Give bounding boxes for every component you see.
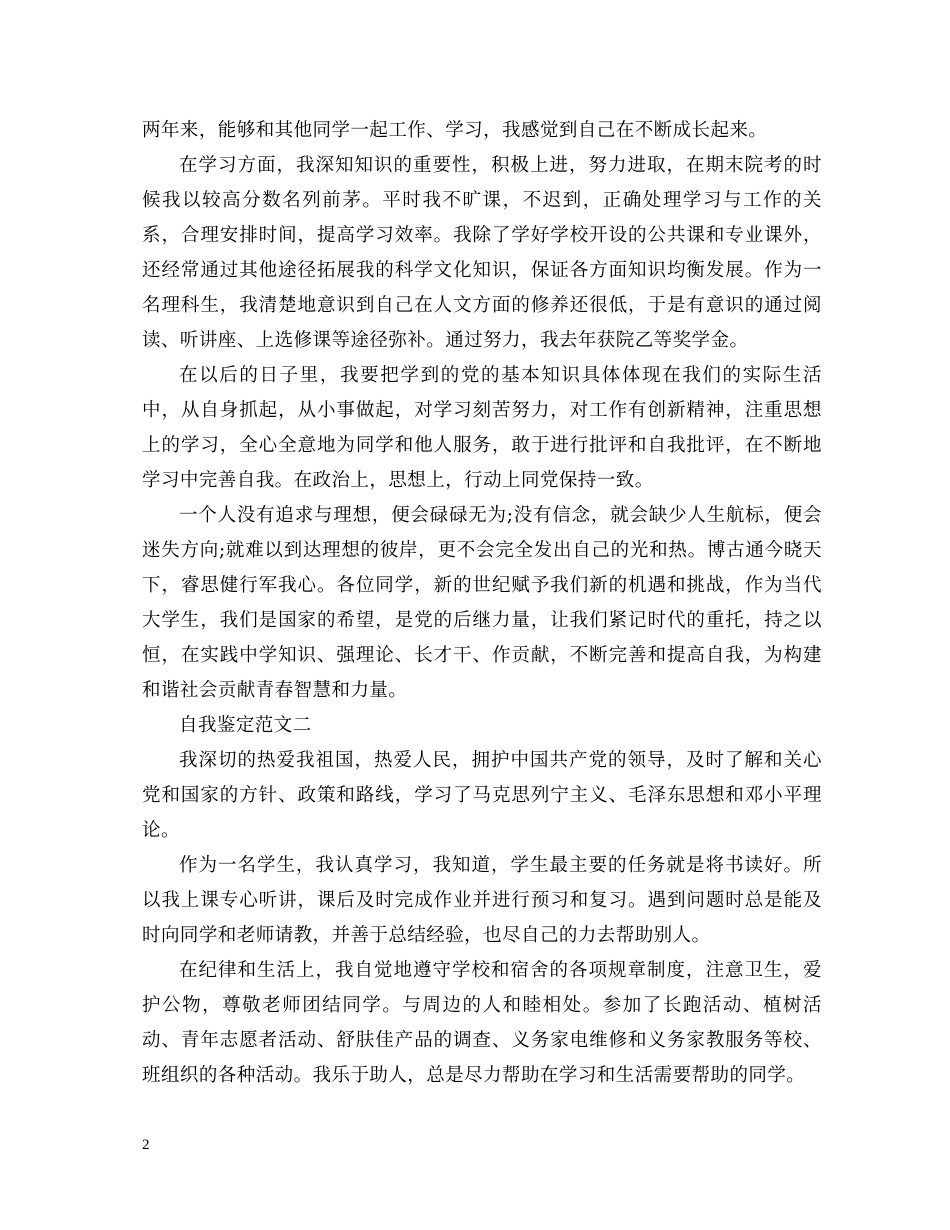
- paragraph-intro-summary: 两年来，能够和其他同学一起工作、学习，我感觉到自己在不断成长起来。: [142, 120, 768, 141]
- paragraph-ideals: 一个人没有追求与理想，便会碌碌无为;没有信念，就会缺少人生航标，便会迷失方向;就难以到达理想的彼岸，更不会完全发出自己的光和热。博古通今晓天下，睿思健行军我心。各位同学，新的世纪赋予我们新的机遇和挑战，作为当代大学生，我们是国家的希望，是党的后继力量，让我们紧记时代的重托，持之以恒，在实践中学知识、强理论、长才干、作贡献，不断完善和提高自我，为构建和谐社会贡献青春智慧和力量。: [142, 505, 822, 701]
- paragraph-study: 在学习方面，我深知知识的重要性，积极上进，努力进取，在期末院考的时候我以较高分数名列前茅。平时我不旷课，不迟到，正确处理学习与工作的关系，合理安排时间，提高学习效率。我除了学好学校开设的公共课和专业课外，还经常通过其他途径拓展我的科学文化知识，保证各方面知识均衡发展。作为一名理科生，我清楚地意识到自己在人文方面的修养还很低，于是有意识的通过阅读、听讲座、上选修课等途径弥补。通过努力，我去年获院乙等奖学金。: [142, 155, 822, 351]
- section-heading: 自我鉴定范文二: [179, 715, 312, 736]
- document-body: [142, 113, 822, 1093]
- paragraph-patriotism: 我深切的热爱我祖国，热爱人民，拥护中国共产党的领导，及时了解和关心党和国家的方针、政策和路线，学习了马克思列宁主义、毛泽东思想和邓小平理论。: [142, 750, 822, 841]
- paragraph-student-duty: 作为一名学生，我认真学习，我知道，学生最主要的任务就是将书读好。所以我上课专心听讲，课后及时完成作业并进行预习和复习。遇到问题时总是能及时向同学和老师请教，并善于总结经验，也尽自己的力去帮助别人。: [142, 855, 822, 946]
- paragraph-future: 在以后的日子里，我要把学到的党的基本知识具体体现在我们的实际生活中，从自身抓起，从小事做起，对学习刻苦努力，对工作有创新精神，注重思想上的学习，全心全意地为同学和他人服务，敢于进行批评和自我批评，在不断地学习中完善自我。在政治上，思想上，行动上同党保持一致。: [142, 365, 822, 491]
- page-number: 2: [142, 1137, 150, 1153]
- paragraph-discipline-life: 在纪律和生活上，我自觉地遵守学校和宿舍的各项规章制度，注意卫生，爱护公物，尊敬老师团结同学。与周边的人和睦相处。参加了长跑活动、植树活动、青年志愿者活动、舒肤佳产品的调查、义务家电维修和义务家教服务等校、班组织的各种活动。我乐于助人，总是尽力帮助在学习和生活需要帮助的同学。: [142, 960, 822, 1086]
